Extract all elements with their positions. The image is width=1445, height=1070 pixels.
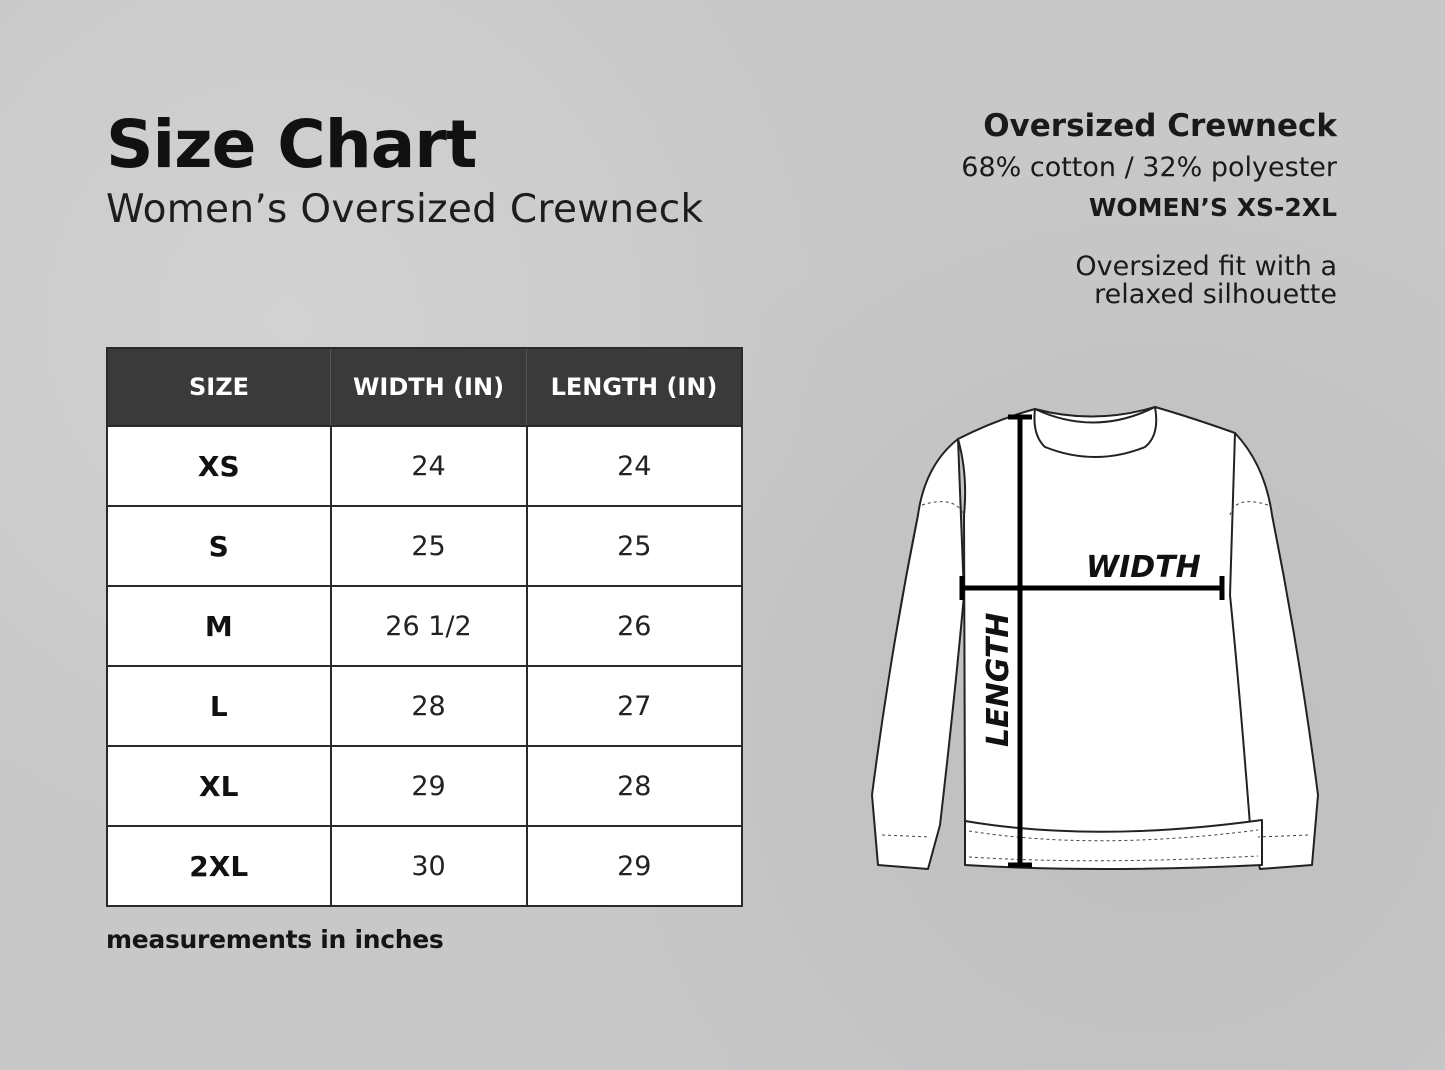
sweater-icon	[872, 407, 1318, 869]
length-cell: 25	[527, 506, 743, 586]
table-row	[107, 506, 742, 586]
header-width: WIDTH (IN)	[331, 348, 527, 426]
size-table	[106, 347, 743, 907]
length-cell: 28	[527, 746, 743, 826]
width-cell: 30	[331, 826, 527, 906]
width-cell: 26 1/2	[331, 586, 527, 666]
sweater-diagram	[860, 395, 1330, 885]
length-cell: 27	[527, 666, 743, 746]
width-cell: 28	[331, 666, 527, 746]
size-cell: L	[107, 666, 331, 746]
width-cell: 24	[331, 426, 527, 506]
length-cell: 26	[527, 586, 743, 666]
measurement-footnote: measurements in inches	[106, 925, 444, 954]
length-cell: 24	[527, 426, 743, 506]
table-row	[107, 666, 742, 746]
width-label: WIDTH	[1086, 550, 1201, 585]
table-row	[107, 746, 742, 826]
length-label: LENGTH	[981, 612, 1016, 747]
table-row	[107, 426, 742, 506]
size-cell: XS	[107, 426, 331, 506]
header-length: LENGTH (IN)	[527, 348, 743, 426]
size-cell: XL	[107, 746, 331, 826]
product-fit-description: Oversized fit with a relaxed silhouette	[1075, 251, 1337, 310]
header-size: SIZE	[107, 348, 331, 426]
product-size-range: WOMEN’S XS-2XL	[1088, 193, 1337, 222]
length-cell: 29	[527, 826, 743, 906]
width-cell: 25	[331, 506, 527, 586]
width-cell: 29	[331, 746, 527, 826]
table-row	[107, 826, 742, 906]
size-cell: S	[107, 506, 331, 586]
product-name: Oversized Crewneck	[983, 108, 1337, 144]
page-title: Size Chart	[106, 106, 477, 183]
table-header-row	[107, 348, 742, 426]
size-cell: 2XL	[107, 826, 331, 906]
page-subtitle: Women’s Oversized Crewneck	[106, 187, 704, 232]
table-row	[107, 586, 742, 666]
size-cell: M	[107, 586, 331, 666]
product-fabric: 68% cotton / 32% polyester	[961, 152, 1337, 183]
